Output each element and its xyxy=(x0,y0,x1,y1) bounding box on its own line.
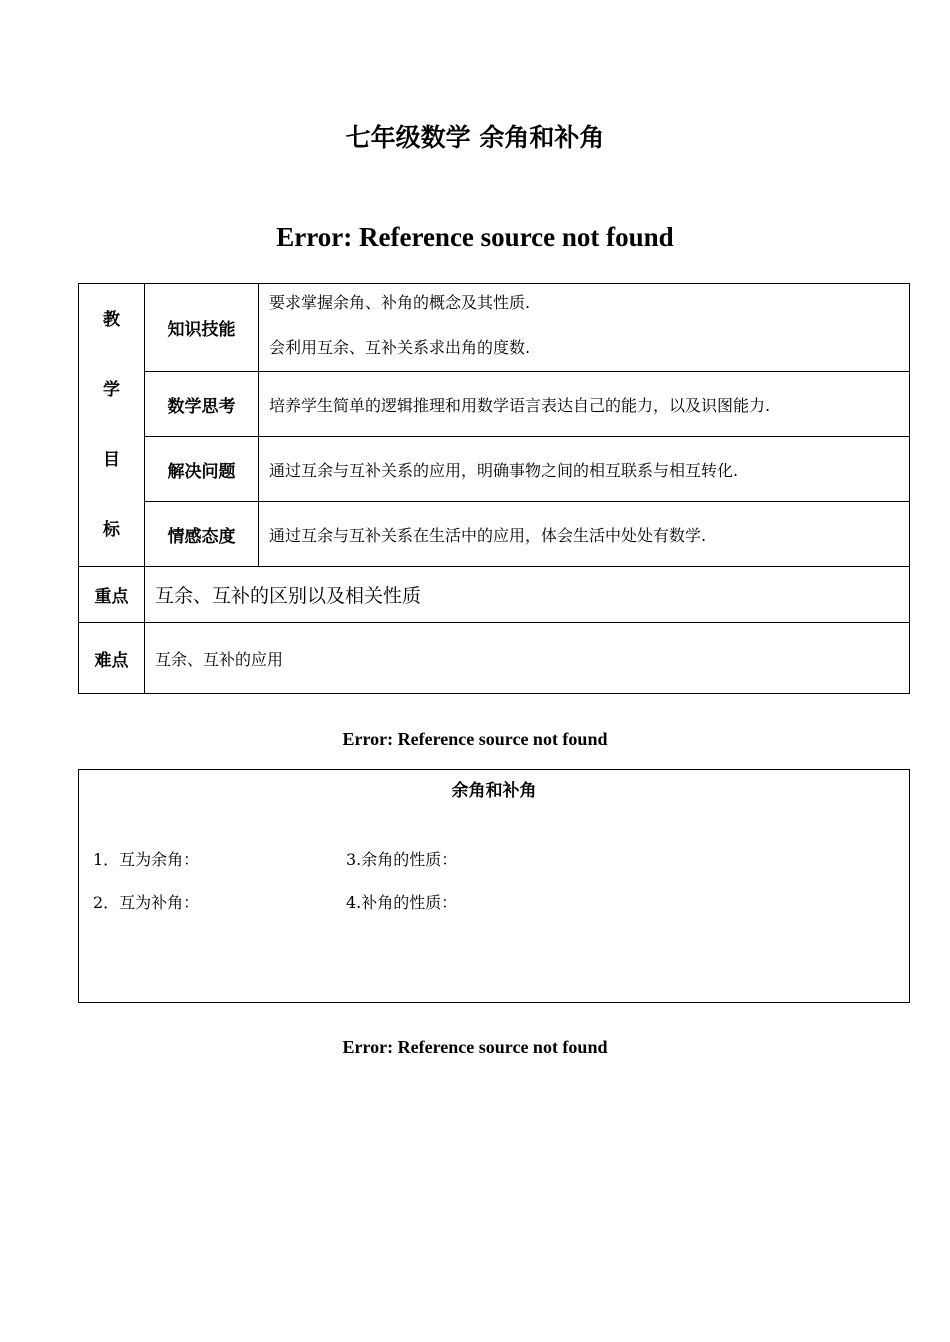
reference-error-label: Error: Reference source not found xyxy=(342,729,608,749)
notes-item: 3.余角的性质： xyxy=(346,850,458,869)
notes-heading: 余角和补角 xyxy=(451,781,537,801)
notes-item: 2．互为补角： xyxy=(93,893,200,912)
row-label-thinking: 数学思考 xyxy=(145,372,259,437)
row-label-key-point: 重点 xyxy=(79,567,145,623)
reference-error-label: Error: Reference source not found xyxy=(342,1037,608,1057)
teaching-goals-side-label xyxy=(79,284,145,567)
side-char: 学 xyxy=(103,380,120,400)
row-content-problem-solving xyxy=(259,437,910,502)
content-line: 通过互余与互补关系在生活中的应用，体会生活中处处有数学. xyxy=(269,525,707,545)
row-label-problem-solving: 解决问题 xyxy=(145,437,259,502)
notes-item: 4.补角的性质： xyxy=(346,893,458,912)
row-content-difficulty: 互余、互补的应用 xyxy=(145,623,910,694)
row-content-knowledge xyxy=(259,284,910,372)
row-label-attitude: 情感态度 xyxy=(145,502,259,567)
row-content-attitude xyxy=(259,502,910,567)
notes-item: 1．互为余角： xyxy=(93,850,200,869)
side-char: 标 xyxy=(103,520,120,540)
content-line: 通过互余与互补关系的应用，明确事物之间的相互联系与相互转化. xyxy=(269,460,739,480)
side-char: 教 xyxy=(103,310,120,330)
row-content-thinking xyxy=(259,372,910,437)
page-title: 七年级数学 余角和补角 xyxy=(345,123,605,152)
side-char: 目 xyxy=(103,450,120,470)
reference-error-heading: Error: Reference source not found xyxy=(276,222,674,252)
content-line: 会利用互余、互补关系求出角的度数. xyxy=(269,337,531,357)
row-content-key-point: 互余、互补的区别以及相关性质 xyxy=(145,567,910,623)
notes-box xyxy=(78,769,910,1003)
content-line: 要求掌握余角、补角的概念及其性质. xyxy=(269,292,531,312)
teaching-goals-table xyxy=(78,283,910,694)
row-label-knowledge: 知识技能 xyxy=(145,284,259,372)
row-label-difficulty: 难点 xyxy=(79,623,145,694)
content-line: 培养学生简单的逻辑推理和用数学语言表达自己的能力，以及识图能力. xyxy=(269,395,771,415)
